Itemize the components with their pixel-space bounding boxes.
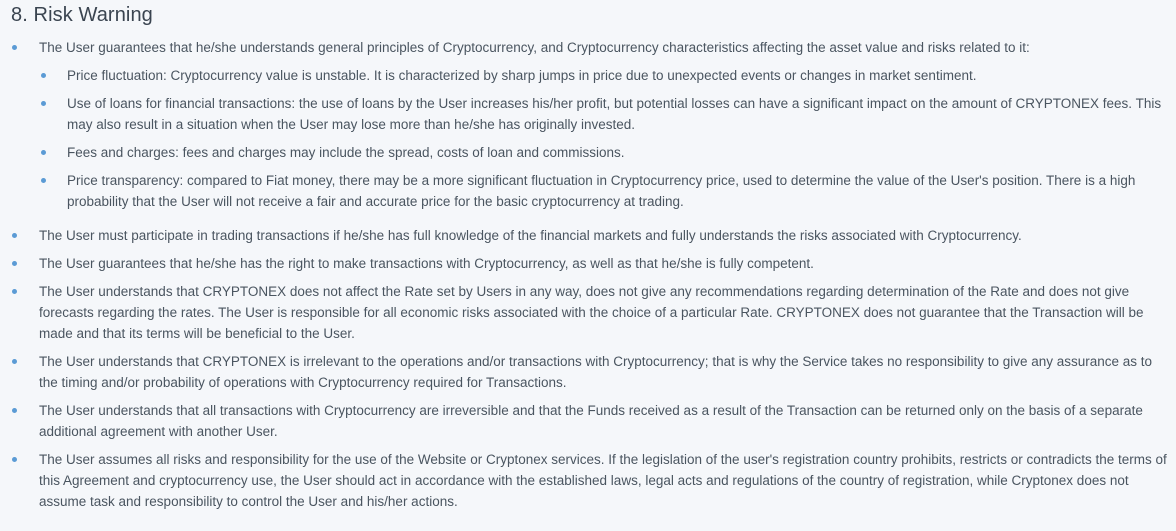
bullet-icon — [41, 150, 46, 155]
list-item-text: The User assumes all risks and responsibility for the use of the Website or Cryptonex services. If the legislation of the user's registration country prohibits, restricts or contradicts the terms of this Agreement and cryptocurrency use, the User should act in accordance with the established laws, legal acts and regulations of the country of registration, while Cryptonex does not assume task and responsibility to control the User and his/her actions. — [39, 452, 1167, 509]
list-item — [11, 400, 1168, 442]
bullet-icon — [12, 233, 17, 238]
list-item-text: The User understands that CRYPTONEX does not affect the Rate set by Users in any way, does not give any recommendations regarding determination of the Rate and does not give forecasts regarding the rates. The User is responsible for all economic risks associated with the choice of a particular Rate. CRYPTONEX does not guarantee that the Transaction will be made and that its terms will be beneficial to the User. — [39, 284, 1144, 341]
list-item — [11, 225, 1168, 246]
list-item-text: The User guarantees that he/she has the right to make transactions with Cryptocurrency, as well as that he/she is fully competent. — [39, 256, 814, 271]
bullet-icon — [12, 45, 17, 50]
section-title: 8. Risk Warning — [11, 4, 153, 26]
risk-list — [11, 37, 1168, 512]
list-item-text: The User guarantees that he/she understands general principles of Cryptocurrency, and Cryptocurrency characteristics affecting the asset value and risks related to it: — [39, 40, 1030, 55]
risk-sublist — [39, 65, 1168, 212]
sub-list-item — [39, 142, 1168, 163]
sub-list-item-text: Price fluctuation: Cryptocurrency value is unstable. It is characterized by sharp jumps in price due to unexpected events or changes in market sentiment. — [67, 68, 977, 83]
bullet-icon — [41, 73, 46, 78]
sub-list-item — [39, 170, 1168, 212]
list-item-text: The User understands that all transactions with Cryptocurrency are irreversible and that the Funds received as a result of the Transaction can be returned only on the basis of a separate additional agreement with another User. — [39, 403, 1143, 439]
list-item — [11, 449, 1168, 512]
bullet-icon — [12, 261, 17, 266]
list-item — [11, 281, 1168, 344]
list-item — [11, 351, 1168, 393]
list-item — [11, 37, 1168, 212]
bullet-icon — [12, 359, 17, 364]
list-item — [11, 253, 1168, 274]
sub-list-item — [39, 65, 1168, 86]
sub-list-item — [39, 93, 1168, 135]
bullet-icon — [12, 457, 17, 462]
bullet-icon — [12, 408, 17, 413]
sub-list-item-text: Price transparency: compared to Fiat money, there may be a more significant fluctuation in Cryptocurrency price, used to determine the value of the User's position. There is a high probability that the User will not receive a fair and accurate price for the basic cryptocurrency at trading. — [67, 173, 1136, 209]
bullet-icon — [41, 101, 46, 106]
bullet-icon — [41, 178, 46, 183]
sub-list-item-text: Use of loans for financial transactions: the use of loans by the User increases his/her profit, but potential losses can have a significant impact on the amount of CRYPTONEX fees. This may also result in a situation when the User may lose more than he/she has originally invested. — [67, 96, 1162, 132]
sub-list-item-text: Fees and charges: fees and charges may include the spread, costs of loan and commissions. — [67, 145, 625, 160]
bullet-icon — [12, 289, 17, 294]
list-item-text: The User understands that CRYPTONEX is irrelevant to the operations and/or transactions with Cryptocurrency; that is why the Service takes no responsibility to give any assurance as to the timing and/or probability of operations with Cryptocurrency required for Transactions. — [39, 354, 1153, 390]
list-item-text: The User must participate in trading transactions if he/she has full knowledge of the financial markets and fully understands the risks associated with Cryptocurrency. — [39, 228, 1022, 243]
